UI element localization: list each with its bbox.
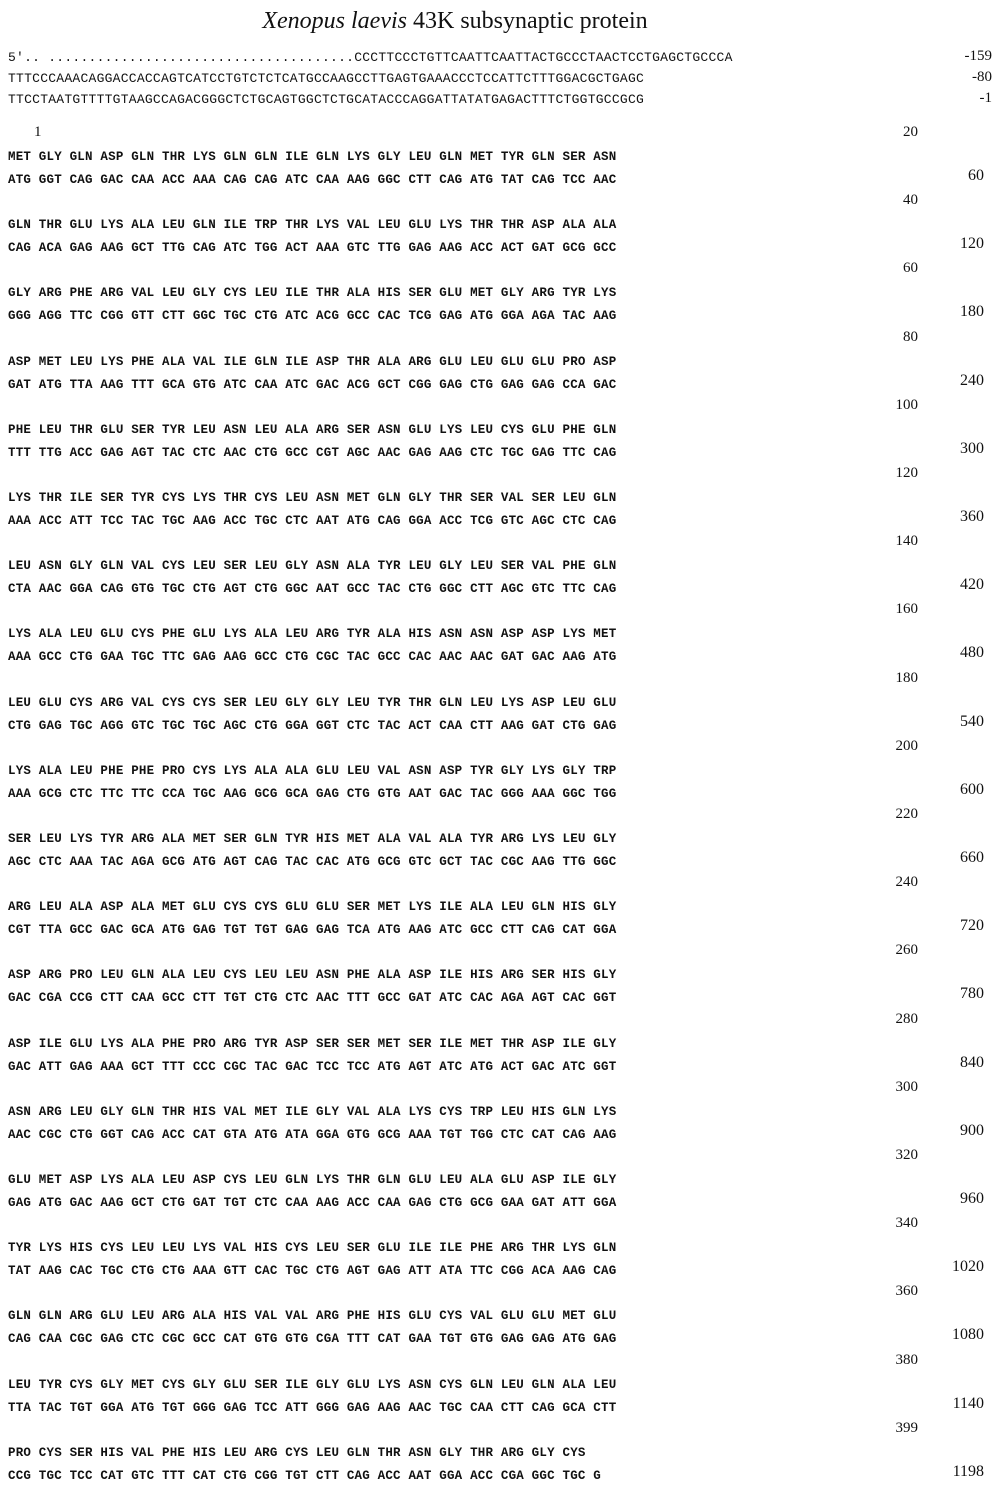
codon-line: GGG AGG TTC CGG GTT CTT GGC TGC CTG ATC ACG GCC CAC TCG GAG ATG GGA AGA TAC AAG: [8, 309, 617, 324]
amino-acid-line: ASN ARG LEU GLY GLN THR HIS VAL MET ILE GLY VAL ALA LYS CYS TRP LEU HIS GLN LYS: [8, 1104, 617, 1119]
codon-line: GAG ATG GAC AAG GCT CTG GAT TGT CTC CAA AAG ACC CAA GAG CTG GCG GAA GAT ATT GGA: [8, 1196, 617, 1210]
amino-acid-line: GLY ARG PHE ARG VAL LEU GLY CYS LEU ILE THR ALA HIS SER GLU MET GLY ARG TYR LYS: [8, 286, 617, 301]
nucleotide-position-number: 1198: [952, 1462, 984, 1480]
amino-acid-line: TYR LYS HIS CYS LEU LEU LYS VAL HIS CYS LEU SER GLU ILE ILE PHE ARG THR LYS GLN: [8, 1241, 617, 1256]
utr-position-number: -159: [964, 48, 992, 64]
codon-line: TTT TTG ACC GAG AGT TAC CTC AAC CTG GCC CGT AGC AAC GAG AAG CTC TGC GAG TTC CAG: [8, 445, 617, 460]
aa-position-number: 340: [895, 1215, 918, 1232]
nucleotide-position-number: 300: [960, 439, 984, 457]
codon-line: GAT ATG TTA AAG TTT GCA GTG ATC CAA ATC GAC ACG GCT CGG GAG CTG GAG GAG CCA GAC: [8, 377, 617, 392]
aa-position-number: 40: [903, 192, 918, 209]
codon-line: TAT AAG CAC TGC CTG CTG AAA GTT CAC TGC CTG AGT GAG ATT ATA TTC CGG ACA AAG CAG: [8, 1264, 617, 1279]
utr-sequence-line: TTCCTAATGTTTTGTAAGCCAGACGGGCTCTGCAGTGGCTCTGCATACCCAGGATTATATGAGACTTTCTGGTGCCGCG: [8, 92, 645, 107]
nucleotide-position-number: 240: [960, 371, 984, 389]
amino-acid-line: LYS ALA LEU GLU CYS PHE GLU LYS ALA LEU ARG TYR ALA HIS ASN ASN ASP ASP LYS MET: [8, 627, 617, 642]
codon-line: AGC CTC AAA TAC AGA GCG ATG AGT CAG TAC CAC ATG GCG GTC GCT TAC CGC AAG TTG GGC: [8, 855, 617, 869]
amino-acid-line: PHE LEU THR GLU SER TYR LEU ASN LEU ALA ARG SER ASN GLU LYS LEU CYS GLU PHE GLN: [8, 422, 617, 437]
aa-position-number: 280: [895, 1010, 918, 1027]
aa-position-number: 200: [895, 737, 918, 754]
nucleotide-position-number: 840: [960, 1053, 984, 1071]
nucleotide-position-number: 360: [960, 508, 984, 525]
nucleotide-position-number: 600: [960, 780, 984, 798]
aa-position-number: 300: [895, 1078, 918, 1095]
aa-position-number: 360: [895, 1283, 918, 1300]
nucleotide-position-number: 900: [960, 1121, 984, 1139]
aa-position-number: 80: [903, 328, 918, 345]
codon-line: ATG GGT CAG GAC CAA ACC AAA CAG CAG ATC CAA AAG GGC CTT CAG ATG TAT CAG TCC AAC: [8, 173, 617, 187]
nucleotide-position-number: 1140: [952, 1394, 984, 1412]
amino-acid-line: PRO CYS SER HIS VAL PHE HIS LEU ARG CYS LEU GLN THR ASN GLY THR ARG GLY CYS: [8, 1445, 586, 1460]
codon-line: AAA GCC CTG GAA TGC TTC GAG AAG GCC CTG CGC TAC GCC CAC AAC AAC GAT GAC AAG ATG: [8, 650, 617, 665]
utr-sequence-line: TTTCCCAAACAGGACCACCAGTCATCCTGTCTCTCATGCCAAGCCTTGAGTGAAACCCTCCATTCTTTGGACGCTGAGC: [8, 71, 645, 86]
aa-position-number: 20: [903, 124, 918, 140]
codon-line: TTA TAC TGT GGA ATG TGT GGG GAG TCC ATT GGG GAG AAG AAC TGC CAA CTT CAG GCA CTT: [8, 1400, 617, 1415]
aa-position-number: 320: [895, 1147, 918, 1163]
amino-acid-line: LYS THR ILE SER TYR CYS LYS THR CYS LEU ASN MET GLN GLY THR SER VAL SER LEU GLN: [8, 491, 617, 505]
codon-line: CAG ACA GAG AAG GCT TTG CAG ATC TGG ACT AAA GTC TTG GAG AAG ACC ACT GAT GCG GCC: [8, 241, 617, 256]
aa-position-number: 60: [903, 260, 918, 277]
aa-position-number: 220: [895, 806, 918, 822]
amino-acid-line: LEU TYR CYS GLY MET CYS GLY GLU SER ILE GLY GLU LYS ASN CYS GLN LEU GLN ALA LEU: [8, 1377, 617, 1392]
codon-line: AAA GCG CTC TTC TTC CCA TGC AAG GCG GCA GAG CTG GTG AAT GAC TAC GGG AAA GGC TGG: [8, 786, 617, 801]
aa-position-number: 380: [895, 1351, 918, 1368]
utr-position-number: -1: [979, 90, 992, 106]
aa-start-number: 1: [34, 124, 42, 140]
amino-acid-line: LEU ASN GLY GLN VAL CYS LEU SER LEU GLY ASN ALA TYR LEU GLY LEU SER VAL PHE GLN: [8, 559, 617, 574]
utr-sequence-line: 5'.. ......................................CCCTTCCCTGTTCAATTCAATTACTGCCCTAACTCCTGAGCTGCCCA: [8, 50, 733, 65]
aa-position-number: 140: [895, 533, 918, 550]
codon-line: GAC ATT GAG AAA GCT TTT CCC CGC TAC GAC TCC TCC ATG AGT ATC ATG ACT GAC ATC GGT: [8, 1059, 617, 1074]
nucleotide-position-number: 720: [960, 917, 984, 935]
aa-position-number: 160: [895, 601, 918, 618]
nucleotide-position-number: 120: [960, 235, 984, 253]
amino-acid-line: ASP ILE GLU LYS ALA PHE PRO ARG TYR ASP SER SER MET SER ILE MET THR ASP ILE GLY: [8, 1036, 617, 1051]
aa-position-number: 180: [895, 669, 918, 686]
protein-name: 43K subsynaptic protein: [407, 8, 648, 34]
codon-line: CAG CAA CGC GAG CTC CGC GCC CAT GTG GTG CGA TTT CAT GAA TGT GTG GAG GAG ATG GAG: [8, 1332, 617, 1347]
amino-acid-line: SER LEU LYS TYR ARG ALA MET SER GLN TYR HIS MET ALA VAL ALA TYR ARG LYS LEU GLY: [8, 832, 617, 846]
nucleotide-position-number: 1020: [952, 1258, 984, 1276]
nucleotide-position-number: 1080: [952, 1326, 984, 1344]
amino-acid-line: GLU MET ASP LYS ALA LEU ASP CYS LEU GLN LYS THR GLN GLU LEU ALA GLU ASP ILE GLY: [8, 1173, 617, 1187]
codon-line: CTG GAG TGC AGG GTC TGC TGC AGC CTG GGA GGT CTC TAC ACT CAA CTT AAG GAT CTG GAG: [8, 718, 617, 733]
utr-position-number: -80: [972, 69, 992, 85]
nucleotide-position-number: 480: [960, 644, 984, 662]
codon-line: AAC CGC CTG GGT CAG ACC CAT GTA ATG ATA GGA GTG GCG AAA TGT TGG CTC CAT CAG AAG: [8, 1127, 617, 1142]
nucleotide-position-number: 60: [968, 167, 984, 184]
codon-line: CCG TGC TCC CAT GTC TTT CAT CTG CGG TGT CTT CAG ACC AAT GGA ACC CGA GGC TGC G: [8, 1468, 601, 1483]
species-name: Xenopus laevis: [262, 8, 407, 34]
aa-position-number: 100: [895, 396, 918, 413]
nucleotide-position-number: 960: [960, 1190, 984, 1207]
aa-position-number: 399: [895, 1419, 918, 1436]
amino-acid-line: ASP MET LEU LYS PHE ALA VAL ILE GLN ILE ASP THR ALA ARG GLU LEU GLU GLU PRO ASP: [8, 354, 617, 369]
amino-acid-line: LYS ALA LEU PHE PHE PRO CYS LYS ALA ALA GLU LEU VAL ASN ASP TYR GLY LYS GLY TRP: [8, 763, 617, 778]
aa-position-number: 240: [895, 874, 918, 891]
codon-line: CGT TTA GCC GAC GCA ATG GAG TGT TGT GAG GAG TCA ATG AAG ATC GCC CTT CAG CAT GGA: [8, 923, 617, 938]
nucleotide-position-number: 660: [960, 849, 984, 866]
figure-title: [0, 8, 910, 35]
codon-line: AAA ACC ATT TCC TAC TGC AAG ACC TGC CTC AAT ATG CAG GGA ACC TCG GTC AGC CTC CAG: [8, 514, 617, 528]
aa-position-number: 260: [895, 942, 918, 959]
amino-acid-line: GLN THR GLU LYS ALA LEU GLN ILE TRP THR LYS VAL LEU GLU LYS THR THR ASP ALA ALA: [8, 218, 617, 233]
nucleotide-position-number: 180: [960, 303, 984, 321]
amino-acid-line: MET GLY GLN ASP GLN THR LYS GLN GLN ILE GLN LYS GLY LEU GLN MET TYR GLN SER ASN: [8, 150, 617, 164]
nucleotide-position-number: 420: [960, 576, 984, 594]
amino-acid-line: GLN GLN ARG GLU LEU ARG ALA HIS VAL VAL ARG PHE HIS GLU CYS VAL GLU GLU MET GLU: [8, 1309, 617, 1324]
amino-acid-line: LEU GLU CYS ARG VAL CYS CYS SER LEU GLY GLY LEU TYR THR GLN LEU LYS ASP LEU GLU: [8, 695, 617, 710]
amino-acid-line: ARG LEU ALA ASP ALA MET GLU CYS CYS GLU GLU SER MET LYS ILE ALA LEU GLN HIS GLY: [8, 900, 617, 915]
codon-line: CTA AAC GGA CAG GTG TGC CTG AGT CTG GGC AAT GCC TAC CTG GGC CTT AGC GTC TTC CAG: [8, 582, 617, 597]
nucleotide-position-number: 540: [960, 712, 984, 730]
aa-position-number: 120: [895, 465, 918, 481]
codon-line: GAC CGA CCG CTT CAA GCC CTT TGT CTG CTC AAC TTT GCC GAT ATC CAC AGA AGT CAC GGT: [8, 991, 617, 1006]
amino-acid-line: ASP ARG PRO LEU GLN ALA LEU CYS LEU LEU ASN PHE ALA ASP ILE HIS ARG SER HIS GLY: [8, 968, 617, 983]
nucleotide-position-number: 780: [960, 985, 984, 1003]
